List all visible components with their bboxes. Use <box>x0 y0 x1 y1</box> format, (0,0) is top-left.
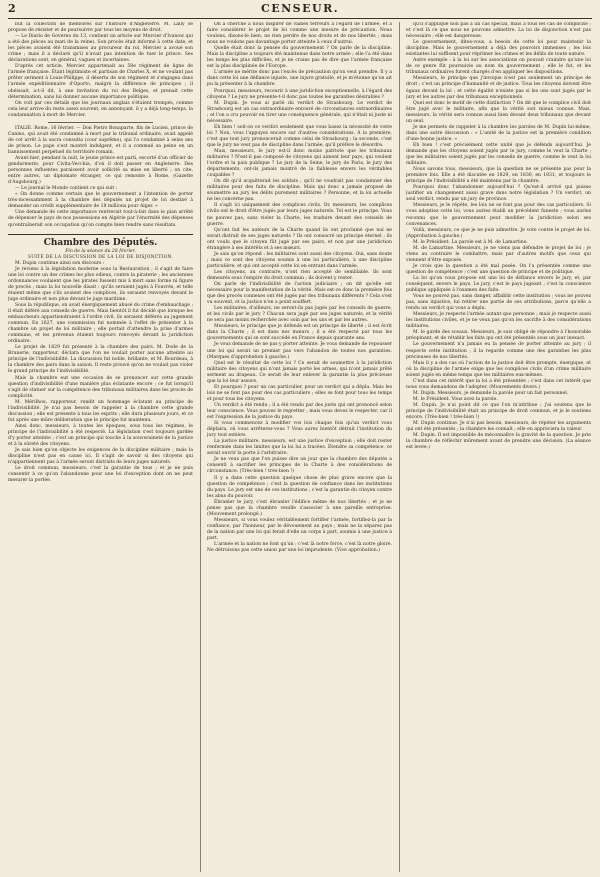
column-rule <box>200 22 201 872</box>
speech-paragraph: Je reviens à la législation moderne sous la Restauration ; il s'agit de faire une loi contre un des crimes les plus odieux, contre la piraterie ; les anciennes ordonnances voulaient que les pirates fussent mis à mort sans forme ni figure de procès ; mais la loi nouvelle disait : qu'ils seraient jugés à Fouvrés, et telle étaient même que s'ils avaient des complices, ils seraient renvoyés devant le juge ordinaire et non plus devant le juge maritime. <box>8 266 193 302</box>
italie-paragraph: ITALIE. Rome, 16 février. — Don Pietro Bonaparte, fils de Lucien, prince de Canino, qui avait été condamné à mort par le tribunal ordinaire, avait appelé de cet arrêt à la sacra consulta (cour suprême), qui l'a condamné à seize ans de prison. Le pape s'est montré indulgent, et il a commué sa peine en un bannissement perpétuel du territoire romain. <box>8 125 193 155</box>
speech-paragraph: Il y a dans cette question quelque chose de plus grave encore que la question de compétence ; c'est la question de confiance dans les institutions du pays. Le jury est une de ces institutions ; c'est la garantie du citoyen contre les abus du pouvoir. <box>207 475 392 499</box>
section-title: Chambre des Députés. <box>43 237 158 248</box>
speech-paragraph: Je me permets de rappeler à la chambre les paroles de M. Dupin lui-même, dans une autre discussion : « L'unité de la justice est la première condition d'une bonne justice. » <box>406 124 591 142</box>
section-heading: SUITE DE LA DISCUSSION DE LA LOI DE DISJONCTION. <box>27 254 174 260</box>
speech-paragraph: Un verdict a été rendu ; il a été rendu par des jurés qui ont prononcé selon leur conscience. Vous pouvez le regretter ; mais vous devez le respecter, car il est l'expression de la justice du pays. <box>207 402 392 421</box>
speech-paragraph: Je crois que la question a été mal posée. On l'a présentée comme une question de compétence ; c'est une question de principe et de politique. <box>406 263 591 275</box>
speech-paragraph: M. Dupin continue ainsi son discours : <box>15 260 105 266</box>
speech-paragraph: M. Dupin. Messieurs, je demande la parole pour un fait personnel. <box>413 390 569 396</box>
speech-paragraph: Voilà, messieurs, ce que je ne puis admettre. Je vote contre le projet de loi. (Approbation à gauche.) <box>406 227 591 239</box>
speech-paragraph: M. Mérilhou, rapporteur, rendit un hommage éclatant au principe de l'indivisibilité. Je n'ai pas besoin de rappeler à la chambre cette grande discussion ; elle est présente à tous les esprits ; elle dura plusieurs jours, et ce fut après une mûre délibération que le principe fut maintenu. <box>8 399 193 423</box>
speech-paragraph: Messieurs, si vous voulez véritablement fortifier l'armée, fortifiez-la par la confiance, par l'honneur, par le dévouement au pays ; mais ne la séparez pas de la nation par une loi qui ferait d'elle un corps à part, soumis à une justice à part. <box>207 517 392 541</box>
speech-paragraph: L'armée et la nation ne font qu'un ; c'est là notre force, c'est là notre gloire. Ne détruisons pas cette union par une loi imprudente. (Vive approbation.) <box>207 542 392 554</box>
speech-paragraph: Le gouvernement, dites-vous, a besoin de cette loi pour maintenir la discipline. Mais le gouvernement a déjà des pouvoirs immenses ; les lois existantes lui suffisent pour réprimer les crimes et les délits de toute nature. <box>406 40 591 58</box>
speech-paragraph: Le droit commun, messieurs, c'est la garantie de tous ; et je ne puis consentir à ce qu'on l'abandonne pour une loi d'exception dont on ne peut mesurer la portée. <box>8 466 193 484</box>
speech-paragraph: Messieurs, le principe que j'invoque n'est pas seulement un principe de droit ; c'est un principe d'humanité et de justice. Tous les citoyens doivent être égaux devant la loi ; et cette égalité n'existe pas si les uns sont jugés par le jury et les autres par des tribunaux exceptionnels. <box>406 76 591 100</box>
speech-paragraph: M. de Lamartine. Messieurs, je ne viens pas défendre le projet de loi ; je viens au contraire le combattre, mais par d'autres motifs que ceux qui viennent d'être exposés. <box>406 245 591 263</box>
speech-paragraph: qu'il s'applique non pas à un cas spécial, mais à tous les cas de complicité ; et c'est là ce que nous ne pouvons admettre. La loi de disjonction n'est pas nécessaire ; elle est dangereuse. <box>406 22 591 40</box>
speech-paragraph: Je sais bien qu'on objecte les exigences de la discipline militaire ; mais la discipline n'est pas en cause ici. Il s'agit de savoir si des citoyens qui n'appartiennent pas à l'armée seront distraits de leurs juges naturels. <box>8 448 193 466</box>
speech-paragraph: L'armée ne mérite donc pas l'excès de précaution qu'on veut prendre. Il y a dans cette loi une défiance injuste, une injure gratuite, et je m'étonne qu'on ait pu la présenter à la chambre. <box>207 70 392 88</box>
speech-paragraph: M. Dupin continue. Je n'ai pas besoin, messieurs, de répéter les arguments qui ont été présentés ; la chambre les connaît ; elle en appréciera la valeur. <box>406 421 591 433</box>
speech-paragraph: Mais la chambre eut une occasion de se prononcer sur cette grande question d'indivisibilité d'une manière plus éclatante encore ; ce fut lorsqu'il s'agit de statuer sur la compétence des tribunaux militaires dans les procès de complicité. <box>8 375 193 399</box>
masthead: CENSEUR. <box>260 2 340 15</box>
speech-paragraph: Si vous commencez à modifier vos lois chaque fois qu'un verdict vous déplaira, où vous arrêterez-vous ? Vous aurez bientôt détruit l'institution du jury tout entière. <box>207 421 392 439</box>
news-paragraph: Une demande de cette importance rentrerait tout-à-fait dans le plan arrêté de dépenser le pays de nos possessions en Algérie par l'énormité des dépenses qu'entraînerait son occupation qu'on compte bien rendre sans résultats. <box>8 210 193 228</box>
news-paragraph: but la collection de mémoires sur l'histoire d'Angleterre. M. Lally se propose de résister et de poursuivre par tous les moyens de droit. <box>8 22 193 34</box>
speech-paragraph: La justice militaire, messieurs, est une justice d'exception ; elle doit rester renfermée dans les limites que la loi lui a tracées. Étendre sa compétence, ce serait ouvrir la porte à l'arbitraire. <box>207 439 392 457</box>
speech-paragraph: Vous ne pouvez pas, sans danger, affaiblir cette institution ; vous ne pouvez pas, sans injustice, lui retirer une partie de ses attributions, parce qu'elle a rendu un verdict qui vous a déplu. <box>406 294 591 312</box>
speech-paragraph: Mais il y a des cas où l'action de la justice doit être prompte, énergique, et où la discipline de l'armée exige que les complices civils d'un crime militaire soient jugés en même temps que les militaires eux-mêmes. <box>406 360 591 378</box>
speech-paragraph: Messieurs, je le répète, les lois ne se font pas pour des cas particuliers. Si vous adoptiez cette loi, vous auriez établi un précédent funeste ; vous auriez reconnu que le gouvernement peut modifier la juridiction selon ses convenances. <box>406 203 591 227</box>
speech-paragraph: Le gouvernement n'a jamais eu la pensée de porter atteinte au jury ; il respecte cette institution ; il la regarde comme une des garanties les plus précieuses de nos libertés. <box>406 342 591 360</box>
speech-paragraph: Les militaires, d'ailleurs, ne seront-ils pas jugés par les conseils de guerre, et les civils par le jury ? Chacun sera jugé par ses juges naturels, et la vérité ne sera pas moins recherchée avec soin par les uns et par les autres. <box>207 306 392 324</box>
speech-paragraph: M. le garde des sceaux. Messieurs, je suis obligé de répondre à l'honorable préopinant, et de rétablir les faits qui ont été présentés sous un jour inexact. <box>406 330 591 342</box>
column-rule <box>399 22 400 872</box>
news-paragraph: « On donne comme certain que le gouvernement a l'intention de porter très-incessamment à la chambre des députés un projet de loi destiné à demander un crédit supplémentaire de 18 millions pour Alger. » <box>8 192 193 210</box>
news-paragraph: — Le Diario de Governo du 13, contient un article sur Mercier d'Ivanow qui a été des pièces au mari de la reine). Son procès était informé à cette date, et les pièces avaient été transmises au procureur du roi. Mercier a avoué son crime ; mais il a déclaré qu'il n'avait pas intention de tuer le prince. Ses déclarations sont, en général, vagues et incertaines. <box>8 34 193 64</box>
news-paragraph: On voit par ces détails que les journaux anglais s'étaient trompés, comme cela leur arrive du reste assez souvent, en annonçant, il y a déjà long-temps, la condamnation à mort de Mercier. <box>8 100 193 118</box>
column-2 <box>207 22 392 872</box>
speech-paragraph: Pourquoi, messieurs, recourir à une juridiction exceptionnelle, à l'égard des citoyens ? Le jury ne présente-t-il donc pas toutes les garanties désirables ? <box>207 88 392 100</box>
speech-paragraph: M. le Président. La parole est à M. de Lamartine. <box>413 239 528 245</box>
speech-paragraph: Nous savons tous, messieurs, que la question ne se présente pas pour la première fois. Elle a été discutée en 1829, en 1830, en 1831, et toujours le principe de l'indivisibilité a été maintenu par la chambre. <box>406 167 591 185</box>
speech-paragraph: La loi qu'on vous propose est une loi de défiance envers le jury, et, par conséquent, envers le pays. Le jury, c'est le pays jugeant ; c'est la conscience publique appliquée à l'examen des faits. <box>406 275 591 294</box>
speech-paragraph: Pourquoi donc l'abandonner aujourd'hui ? Qu'est-il arrivé qui puisse justifier un changement aussi grave dans notre législation ? Un verdict, un seul verdict, rendu par un jury de province. <box>406 185 591 203</box>
speech-paragraph: C'est dans cet intérêt que la loi a été présentée ; c'est dans cet intérêt que nous vous demandons de l'adopter. (Mouvements divers.) <box>406 378 591 390</box>
speech-paragraph: Ébranler le jury, c'est ébranler l'édifice même de nos libertés ; et je ne pense pas que la chambre veuille s'associer à une pareille entreprise. (Mouvement prolongé.) <box>207 499 392 517</box>
speech-paragraph: Sous la république, on avait énergiquement abusé du crime d'embauchage ; il était déféré aux conseils de guerre. Mais bientôt il fut décidé que lorsque les embaucheurs appartiendraient à l'ordre civil, ils seraient déférés au jugement commun. En 1827, une commission fut nommée à l'effet de présenter à la chambre un projet de loi militaire ; elle portait d'attendre la prise d'armes commune, et les prévenus étaient toujours renvoyés devant la juridiction ordinaire. <box>8 302 193 345</box>
speech-paragraph: M. Dupin. Il est impossible de méconnaître la gravité de la question. Je prie la chambre de réfléchir mûrement avant de prendre une décision. (La séance est levée.) <box>406 433 591 451</box>
speech-paragraph: On a cherché à nous inspirer de vaines terreurs à l'égard de l'armée, et à faire considérer le projet de loi comme une mesure de précaution. Nous voulons, disons-le bien, ne rien perdre de nos droits et de nos libertés ; mais nous ne voulons pas davantage porter atteinte à ceux d'autrui. <box>207 22 392 46</box>
news-paragraph: — Le journal le Monde contient ce qui suit : <box>15 186 118 192</box>
speech-paragraph: On parle de l'indivisibilité de l'action judiciaire ; on dit qu'elle est nécessaire pour la manifestation de la vérité. Mais est-ce donc la première fois que des procès connexes ont été jugés par des tribunaux différents ? Cela s'est vu souvent, et la justice n'en a point souffert. <box>207 282 392 306</box>
speech-paragraph: Je vous demande de ne pas y porter atteinte. Je vous demande de repousser une loi qui serait un premier pas vers l'abandon de toutes nos garanties. (Marques d'approbation à gauche.) <box>207 342 392 360</box>
speech-paragraph: M. Dupin. Je vous ai parlé du verdict de Strasbourg. Le verdict de Strasbourg est un cas extraordinaire entouré de circonstances extraordinaires ; et l'on a cru pouvoir en tirer une conséquence générale, qui n'était ni juste ni nécessaire. <box>207 100 392 124</box>
page-number: 2 <box>8 2 16 15</box>
speech-paragraph: Et pourquoi ? pour un cas particulier, pour un verdict qui a déplu. Mais les lois ne se font pas pour des cas particuliers ; elles se font pour tous les temps et pour tous les citoyens. <box>207 384 392 402</box>
speech-paragraph: Qu'ont fait les auteurs de la Charte quand ils ont proclamé que nul ne serait distrait de ses juges naturels ? Ils ont consacré un principe éternel ; ils ont voulu que le citoyen fût jugé par ses pairs, et non par une juridiction étrangère à ses intérêts et à ses mœurs. <box>207 227 392 251</box>
speech-paragraph: M. le Président. Vous avez la parole. <box>413 396 498 402</box>
page-header <box>8 2 592 19</box>
speech-paragraph: Eh bien ! c'est précisément cette unité que je défends aujourd'hui. Je demande que les citoyens soient jugés par le jury, comme le veut la Charte ; que les militaires soient jugés par les conseils de guerre, comme le veut la loi militaire. <box>406 142 591 167</box>
speech-paragraph: Messieurs, le principe que je défends est un principe de liberté ; il est écrit dans la Charte ; il est dans nos mœurs ; il a été respecté par tous les gouvernements qui se sont succédé en France depuis quarante ans. <box>207 324 392 342</box>
section-subtitle: Fin de la séance du 28 février. <box>65 248 136 254</box>
speech-paragraph: Messieurs, je respecte l'armée autant que personne ; mais je respecte aussi les institutions civiles, et je ne veux pas qu'on les sacrifie à des considérations militaires. <box>406 312 591 330</box>
speech-paragraph: Quel est le résultat de cette loi ? Ce serait de soumettre à la juridiction militaire des citoyens qui n'ont jamais porté les armes, qui n'ont jamais prêté serment au drapeau. Ce serait de leur enlever la garantie la plus précieuse que la loi leur assure. <box>207 360 392 384</box>
speech-paragraph: Le projet de 1829 fut présenté à la chambre des pairs. M. Dode de la Brunerie, rapporteur, déclara que l'on ne voulait porter aucune atteinte au principe de l'indivisibilité. La discussion fut noble, brillante, et M. Bourdeau, à la chambre des pairs dans la saison. Il reste prouvé qu'on ne voulait pas violer le grand principe de l'indivisibilité. <box>8 345 193 375</box>
speech-paragraph: Les citoyens, au contraire, n'ont rien accepté de semblable. Ils sont demeurés sous l'empire du droit commun ; ils doivent y rester. <box>207 269 392 281</box>
speech-paragraph: M. Dupin. Je n'ai point dit ce que l'on m'attribue ; j'ai soutenu que le principe de l'indivisibilité était un principe de droit commun, et je le soutiens encore. (Très-bien ! très-bien !) <box>406 402 591 421</box>
section-rule <box>8 234 193 235</box>
speech-paragraph: Ainsi donc, messieurs, à toutes les époques, sous tous les régimes, le principe de l'indivisibilité a été respecté. La législation s'est toujours gardée d'y porter atteinte ; c'est un principe qui touche à la souveraineté de la justice et à la sûreté des citoyens. <box>8 423 193 448</box>
speech-paragraph: Je ne veux pas que l'on puisse dire un jour que la chambre des députés a consenti à sacrifier les principes de la Charte à des considérations de circonstance. (Très-bien ! très-bien !) <box>207 457 392 475</box>
column-3 <box>406 22 591 872</box>
column-1 <box>8 22 193 872</box>
speech-paragraph: Quel est donc le motif de cette distinction ? On dit que le complice civil doit être jugé avec le militaire, afin que la vérité soit mieux connue. Mais, messieurs, la vérité sera connue aussi bien devant deux tribunaux que devant un seul. <box>406 100 591 124</box>
speech-paragraph: Il s'agit ici uniquement des complices civils. Or, messieurs, les complices civils ont le droit d'être jugés par leurs juges naturels. Tel est le principe. Vous ne pouvez pas, sans violer la Charte, les traduire devant des conseils de guerre. <box>207 203 392 227</box>
speech-paragraph: Je sais qu'on répond : les militaires sont aussi des citoyens. Oui, sans doute ; mais ce sont des citoyens soumis à une loi particulière, à une discipline particulière, et qui ont accepté cette loi en entrant dans l'armée. <box>207 251 392 269</box>
speech-paragraph: On dit qu'il acquitterait les soldats ; qu'il ne voudrait pas condamner des militaires pour des faits de discipline. Mais qui donc a jamais proposé de soumettre au jury les délits purement militaires ? Personne, et la loi actuelle ne les concerne pas. <box>207 179 392 203</box>
separator <box>48 122 153 123</box>
speech-paragraph: Quelle était donc la pensée du gouvernement ? On parle de la discipline. Mais la discipline a toujours été maintenue dans notre armée ; elle l'a été dans les temps les plus difficiles, et je ne crains pas de dire que l'armée française est la plus disciplinée de l'Europe. <box>207 46 392 70</box>
news-paragraph: Avant-hier, pendant la nuit, le jeune prince est parti, escorté d'un officier de gendarmerie, pour Civita-Vecchia, d'où il doit passer en Angleterre. Des personnes influentes paraissent avoir sollicité sa mise en liberté ; on cite, entre autres, un diplomate étranger, ce qui remonte à Rome. (Gazette d'Augsbourg.) <box>8 155 193 186</box>
news-paragraph: D'après cet article, Mercier appartenait au 58e régiment de ligne de l'armée française. Étant légitimiste et partisan de Charles X, et ne voulant pas prêter serment à Louis-Philippe, il déserta de son régiment et s'engagea dans l'armée expéditionnaire d'Oporto, malgré la différence de principes ; il obéissait, a-t-il dit, à une invitation du roi des Belges, et prenait cette détermination, sans lui donner aucune importance politique. <box>8 64 193 100</box>
speech-paragraph: Mais, messieurs, le jury est-il donc moins patriote que les tribunaux militaires ? N'est-il pas composé de citoyens qui aiment leur pays, qui veulent l'ordre et la paix publique ? Le jury de la Seine, le jury de Paris, le jury des départements, ont-ils jamais montré de la faiblesse envers les véritables coupables ? <box>207 148 392 179</box>
speech-paragraph: Autre exemple : à la loi sur les associations on pouvait craindre qu'une loi de ce genre fût poursuivie au nom du gouvernement ; elle le fut, et les tribunaux ordinaires furent chargés d'en appliquer les dispositions. <box>406 58 591 76</box>
speech-paragraph: Eh bien ! soit-on ce verdict seulement que vous basez la nécessité de votre loi ? Non, vous l'appuyez encore sur d'autres considérations. À la première, c'est que tout jury prononcerait comme celui de Strasbourg ; la seconde, c'est que le jury ne veut pas de discipline dans l'armée, qu'il préfère le désordre. <box>207 124 392 148</box>
